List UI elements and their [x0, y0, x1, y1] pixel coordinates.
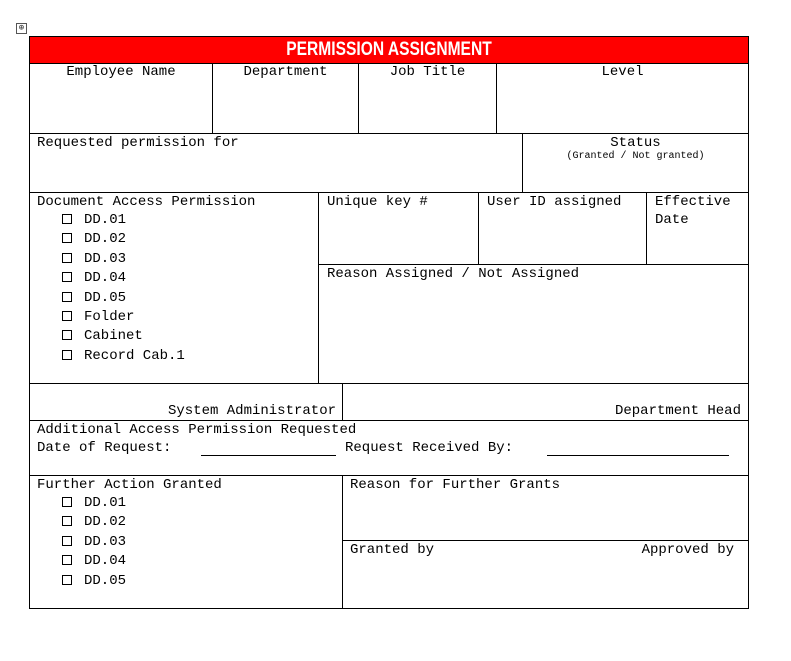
further-action-item[interactable]	[62, 495, 126, 511]
request-received-field[interactable]	[547, 455, 729, 456]
checkbox[interactable]	[62, 233, 72, 243]
further-action-item[interactable]	[62, 514, 126, 530]
divider	[342, 540, 749, 541]
document-access-item[interactable]	[62, 290, 126, 306]
document-access-item-label: DD.02	[84, 231, 127, 248]
document-access-item-label: Folder	[84, 309, 135, 325]
approved-by-label: Approved by	[641, 542, 734, 558]
document-access-item[interactable]	[62, 212, 126, 228]
request-received-label: Request Received By:	[345, 440, 514, 456]
checkbox[interactable]	[62, 253, 72, 263]
further-action-item-label: DD.05	[84, 572, 127, 589]
further-action-heading: Further Action Granted	[37, 477, 222, 493]
document-access-item-label: Record Cab.1	[84, 347, 185, 364]
divider	[29, 475, 749, 476]
employee-name-label: Employee Name	[66, 64, 176, 80]
checkbox[interactable]	[62, 330, 72, 340]
user-id-label: User ID assigned	[487, 194, 622, 210]
divider	[646, 192, 647, 264]
reason-assigned-label: Reason Assigned / Not Assigned	[327, 266, 580, 282]
checkbox[interactable]	[62, 555, 72, 565]
document-access-item-label: DD.05	[84, 289, 127, 306]
document-access-item-label: DD.01	[84, 212, 127, 228]
further-action-item[interactable]	[62, 573, 126, 589]
system-admin-label: System Administrator	[167, 403, 336, 419]
checkbox[interactable]	[62, 516, 72, 526]
checkbox[interactable]	[62, 575, 72, 585]
checkbox[interactable]	[62, 272, 72, 282]
further-action-item-label: DD.03	[84, 533, 127, 550]
checkbox[interactable]	[62, 350, 72, 360]
document-access-item-label: Cabinet	[84, 328, 143, 345]
divider	[29, 192, 749, 193]
date-of-request-field[interactable]	[201, 455, 336, 456]
checkbox[interactable]	[62, 497, 72, 507]
table-move-handle-icon[interactable]: ⊕	[16, 23, 27, 34]
further-action-item[interactable]	[62, 553, 126, 569]
divider	[29, 133, 749, 134]
further-action-item-label: DD.04	[84, 553, 127, 570]
further-action-item-label: DD.01	[84, 495, 127, 511]
form-frame	[29, 36, 749, 609]
unique-key-label: Unique key #	[327, 194, 428, 210]
checkbox[interactable]	[62, 536, 72, 546]
date-label: Date	[655, 212, 689, 228]
divider	[29, 420, 749, 421]
form-title: PERMISSION ASSIGNMENT	[95, 37, 684, 63]
date-of-request-label: Date of Request:	[37, 440, 172, 456]
additional-heading: Additional Access Permission Requested	[37, 422, 357, 438]
divider	[318, 264, 749, 265]
checkbox[interactable]	[62, 214, 72, 224]
further-reason-label: Reason for Further Grants	[350, 477, 561, 493]
checkbox[interactable]	[62, 292, 72, 302]
document-access-item[interactable]	[62, 231, 126, 247]
divider	[29, 383, 749, 384]
granted-by-label: Granted by	[350, 542, 435, 558]
effective-label: Effective	[655, 194, 731, 210]
further-action-item[interactable]	[62, 534, 126, 550]
job-title-label: Job Title	[389, 64, 466, 80]
department-head-label: Department Head	[614, 403, 741, 419]
checkbox[interactable]	[62, 311, 72, 321]
document-access-item-label: DD.03	[84, 250, 127, 267]
document-access-heading: Document Access Permission	[37, 194, 256, 210]
document-access-item[interactable]	[62, 309, 134, 325]
status-label: Status	[610, 135, 661, 151]
document-access-item[interactable]	[62, 348, 185, 364]
further-action-item-label: DD.02	[84, 514, 127, 531]
level-label: Level	[601, 64, 644, 80]
document-access-item[interactable]	[62, 328, 143, 344]
status-options: (Granted / Not granted)	[566, 151, 705, 162]
department-label: Department	[243, 64, 328, 80]
requested-permission-label: Requested permission for	[37, 135, 239, 151]
document-access-item[interactable]	[62, 270, 126, 286]
document-access-item[interactable]	[62, 251, 126, 267]
divider	[318, 192, 319, 384]
divider	[478, 192, 479, 264]
document-access-item-label: DD.04	[84, 270, 127, 287]
